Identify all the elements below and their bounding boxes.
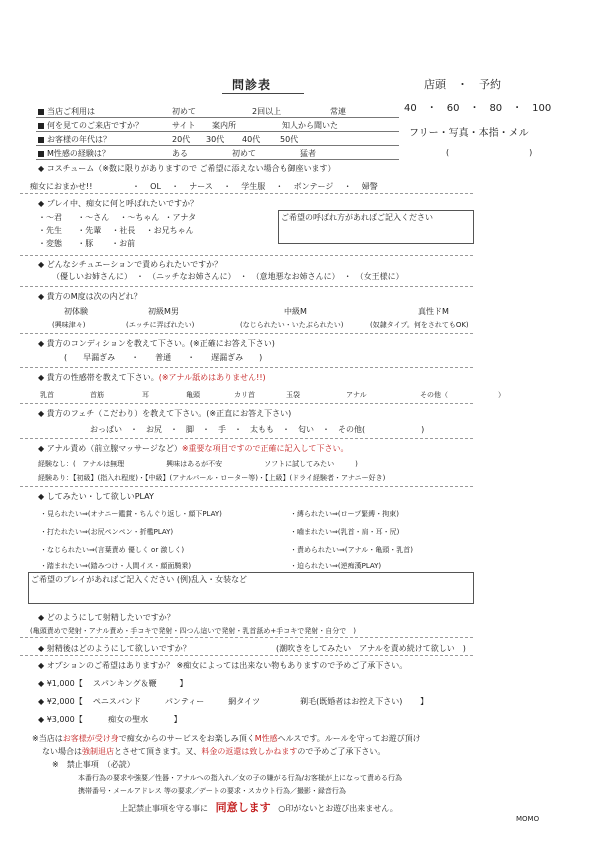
diamond-bullet-icon: ◆: [38, 199, 45, 208]
diamond-bullet-icon: ◆: [38, 444, 45, 453]
call-question: ◆ プレイ中、痴女に何と呼ばれたいですか？: [38, 199, 198, 208]
zone-corona[interactable]: カリ首: [234, 391, 255, 399]
costume-ol[interactable]: OL: [150, 182, 161, 191]
option-30s[interactable]: 30代: [206, 135, 225, 144]
diamond-bullet-icon: ◆: [38, 679, 45, 688]
finish-question: ◆ どのようにして射精したいですか？: [38, 613, 175, 622]
option-yes[interactable]: ある: [172, 149, 188, 158]
m-desc-3: (なじられたい・いたぶられたい): [240, 321, 344, 329]
title-underline: [222, 93, 304, 94]
fetish-options[interactable]: おっぱい ・ お尻 ・ 脚 ・ 手 ・ 太もも ・ 匂い ・ その他( ): [90, 425, 425, 434]
m-level-mid[interactable]: 中級M: [284, 307, 307, 316]
costume-options: ・ OL ・ ナース ・ 学生服 ・ ボンテージ ・ 婦警: [132, 182, 378, 191]
m-desc-4: (奴隷タイプ。何をされてもOK): [370, 321, 469, 329]
diamond-bullet-icon: ◆: [38, 373, 45, 382]
finish-options[interactable]: (亀頭責めで発射・アナル責め・手コキで発射・四つん這いで発射・乳首舐め+手コキで発射・自分で ): [30, 627, 356, 635]
diamond-bullet-icon: ◆: [38, 492, 45, 501]
option-guide[interactable]: 案内所: [212, 121, 236, 130]
zone-other-close: ）: [498, 391, 505, 399]
option-row-1000[interactable]: ◆ ¥1,000【 スパンキング＆鞭 】: [38, 679, 188, 688]
agree-label: 同意します: [215, 801, 271, 814]
fetish-question: ◆ 貴方のフェチ（こだわり）を教えて下さい。(※正直にお答え下さい): [38, 409, 292, 418]
option-repeat[interactable]: 2回以上: [252, 107, 282, 116]
anal-row-1[interactable]: 経験なし：( アナルは無理 興味はあるが不安 ソフトに試してみたい ): [38, 460, 358, 468]
zones-question: ◆ 貴方の性感帯を教えて下さい。(※アナル舐めはありません!!): [38, 373, 266, 382]
store-reserve: 店頭 ・ 予約: [424, 78, 501, 91]
zone-nipple[interactable]: 乳首: [40, 391, 54, 399]
call-row-1: ・～君 ・～さん ・～ちゃん ・アナタ: [38, 213, 197, 222]
source-question: 何を見てのご来店ですか？: [38, 120, 143, 131]
condition-question: ◆ 貴方のコンディションを教えて下さい。(※正確にお答え下さい): [38, 339, 275, 348]
option-first[interactable]: 初めて: [172, 107, 196, 116]
play-input-box[interactable]: [28, 572, 474, 604]
ban-line-1: 本番行為の要求や強要／性器・アナルへの指入れ／女の子の嫌がる行為/お客様が上になって責める行為: [78, 774, 403, 782]
play-verbal[interactable]: ・なじられたい⇒(言葉責め 優しく or 激しく): [40, 546, 185, 554]
play-bound[interactable]: ・縛られたい⇒(ロープ緊縛・拘束): [290, 510, 399, 518]
option-site[interactable]: サイト: [172, 121, 196, 130]
option-50s[interactable]: 50代: [280, 135, 299, 144]
diamond-bullet-icon: ◆: [38, 715, 45, 724]
diamond-bullet-icon: ◆: [38, 164, 45, 173]
square-bullet-icon: [38, 109, 44, 115]
call-row-3: ・変態 ・豚 ・お前: [38, 239, 136, 248]
notice-line-1: ※当店はお客様が受け身で痴女からのサービスをお楽しみ頂くM性感ヘルスです。ルールを守ってお遊び頂け: [32, 734, 421, 743]
diamond-bullet-icon: ◆: [38, 339, 45, 348]
costume-bondage[interactable]: ボンテージ: [293, 182, 334, 191]
usage-question: 当店ご利用は: [38, 106, 95, 117]
play-stepped[interactable]: ・踏まれたい⇒(踏みつけ・人間イス・顔面騎乗): [40, 562, 192, 570]
costume-police[interactable]: 婦警: [361, 182, 378, 191]
costume-school[interactable]: 学生服: [241, 182, 266, 191]
option-regular[interactable]: 常連: [330, 107, 346, 116]
diamond-bullet-icon: ◆: [38, 661, 45, 670]
option-row-2000[interactable]: ◆ ¥2,000【 ペニスバンド パンティー 網タイツ 剃毛(既婚者はお控え下さい) 】: [38, 697, 429, 706]
diamond-bullet-icon: ◆: [38, 644, 45, 653]
play-question: ◆ してみたい・して欲しいPLAY: [38, 492, 154, 501]
diamond-bullet-icon: ◆: [38, 613, 45, 622]
zone-glans[interactable]: 亀頭: [186, 391, 200, 399]
experience-question: M性感の経験は？: [38, 148, 110, 159]
call-input-box[interactable]: [278, 210, 474, 244]
agree-line[interactable]: 上記禁止事項を守る事に 同意します ○印がないとお遊び出来ません。: [120, 801, 398, 814]
age-question: お客様の年代は？: [38, 134, 111, 145]
play-box-label: ご希望のプレイがあればご記入ください (例)乱入・女装など: [31, 575, 248, 584]
play-watched[interactable]: ・見られたい⇒(オナニー鑑賞・ちんぐり返し・顔下PLAY): [40, 510, 222, 518]
after-options[interactable]: (潮吹きをしてみたい アナルを責め続けて欲しい ): [276, 644, 466, 653]
option-20s[interactable]: 20代: [172, 135, 191, 144]
time-options: 40 ・ 60 ・ 80 ・ 100: [404, 103, 552, 114]
situation-options[interactable]: （優しいお姉さんに） ・ （ニッチなお姉さんに） ・ （意地悪なお姉さんに） ・ （女王様に）: [52, 272, 404, 281]
play-spanked[interactable]: ・打たれたい⇒(お尻ペンペン・折檻PLAY): [40, 528, 174, 536]
m-desc-1: (興味津々): [52, 321, 86, 329]
diamond-bullet-icon: ◆: [38, 292, 45, 301]
ban-line-2: 携帯番号・メールアドレス 等の要求／デートの要求・スカウト行為／撮影・録音行為: [78, 787, 346, 795]
photo-line: フリー・写真・本指・メル: [409, 128, 529, 139]
costume-nurse[interactable]: ナース: [189, 182, 213, 191]
option-first-time[interactable]: 初めて: [232, 149, 256, 158]
situation-question: ◆ どんなシチュエーションで責められたいですか？: [38, 260, 223, 269]
square-bullet-icon: [38, 137, 44, 143]
call-row-2: ・先生 ・先輩 ・社長 ・お兄ちゃん: [38, 226, 194, 235]
paren-blank: ( ): [446, 148, 533, 157]
options-question: ◆ オプションのご希望はありますか？ ※痴女によっては出来ない物もありますので予めご了承下さい。: [38, 661, 408, 670]
square-bullet-icon: [38, 151, 44, 157]
play-attacked[interactable]: ・責められたい⇒(アナル・亀頭・乳首): [290, 546, 413, 554]
page-title: 問診表: [232, 78, 272, 92]
option-veteran[interactable]: 猛者: [300, 149, 316, 158]
zone-other[interactable]: その他（: [420, 391, 448, 399]
diamond-bullet-icon: ◆: [38, 260, 45, 269]
shop-name: MOMO: [516, 815, 540, 823]
option-friend[interactable]: 知人から聞いた: [282, 121, 338, 130]
zone-ear[interactable]: 耳: [142, 391, 149, 399]
anal-row-2[interactable]: 経験あり：【初級】(指入れ程度)・【中級】(アナルパール・ローター等)・【上級】(ドライ経験者・アナニー好き): [38, 474, 386, 482]
m-level-true[interactable]: 真性ドM: [418, 307, 449, 316]
after-question: ◆ 射精後はどのようにして欲しいですか？: [38, 644, 191, 653]
costume-question: ◆ コスチューム（※数に限りがありますので ご希望に添えない場合も御座います）: [38, 164, 336, 173]
zone-neck[interactable]: 首筋: [90, 391, 104, 399]
notice-line-2: ない場合は強制退店とさせて頂きます。又、料金の返還は致しかねますので予めご了承下さい。: [42, 747, 386, 756]
m-desc-2: (エッチに弄ばれたい): [126, 321, 195, 329]
costume-omakase[interactable]: 痴女におまかせ!!: [30, 182, 93, 191]
m-level-question: ◆ 貴方のM度は次の内どれ？: [38, 292, 142, 301]
anal-question: ◆ アナル責め（前立腺マッサージなど）※重要な項目ですので正確に記入して下さい。: [38, 444, 349, 453]
m-level-beginner[interactable]: 初級M男: [148, 307, 179, 316]
call-box-label: ご希望の呼ばれ方があればご記入ください: [281, 213, 433, 222]
zone-scrotum[interactable]: 玉袋: [286, 391, 300, 399]
diamond-bullet-icon: ◆: [38, 697, 45, 706]
zone-anal[interactable]: アナル: [346, 391, 367, 399]
diamond-bullet-icon: ◆: [38, 409, 45, 418]
square-bullet-icon: [38, 123, 44, 129]
condition-options[interactable]: ( 早漏ぎみ ・ 普通 ・ 遅漏ぎみ ): [64, 353, 263, 362]
option-row-3000[interactable]: ◆ ¥3,000【 痴女の聖水 】: [38, 715, 182, 724]
m-level-first[interactable]: 初体験: [64, 307, 88, 316]
option-40s[interactable]: 40代: [242, 135, 261, 144]
play-approached[interactable]: ・迫られたい⇒(逆痴漢PLAY): [290, 562, 382, 570]
ban-title: ※ 禁止事項 （必読）: [52, 760, 135, 769]
play-bitten[interactable]: ・嚙まれたい⇒(乳首・肩・耳・尻): [290, 528, 400, 536]
